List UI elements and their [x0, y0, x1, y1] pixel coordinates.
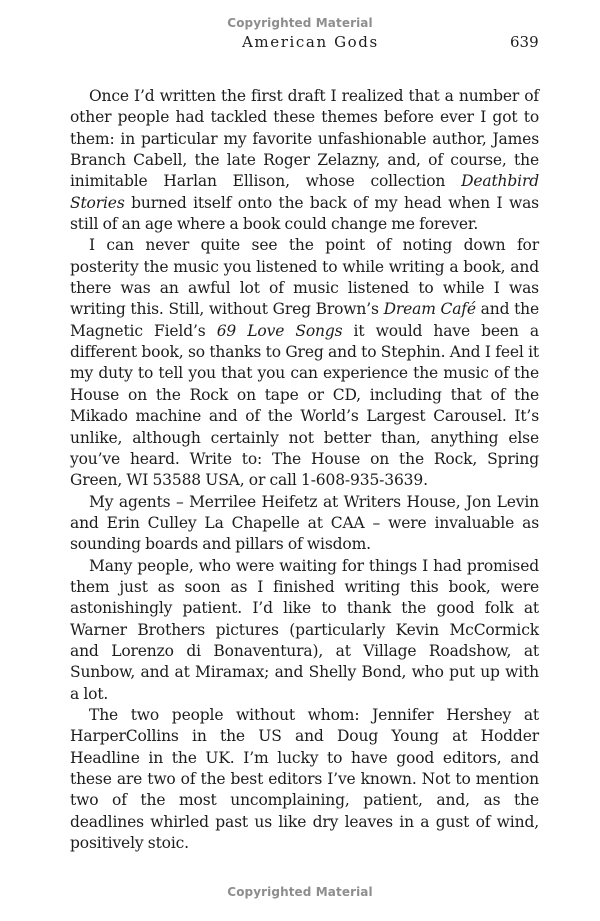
running-head: American Gods — [242, 33, 379, 51]
paragraph-1-text-end: burned itself onto the back of my head when I was still of an age where a book could change me forever. — [70, 193, 539, 234]
paragraph-1-text: Once I’d written the first draft I realized that a number of other people had tackled these themes before ever I got to them: in particular my favorite unfashionable author, James Branch Cabell, the late Roger Zelazny, and, of course, the inimitable Harlan Ellison, whose collection — [70, 87, 539, 191]
page-number: 639 — [510, 33, 539, 51]
paragraph-2-text-mid: and the Magnetic Field’s — [70, 300, 540, 340]
paragraph-3-text: My agents – Merrilee Heifetz at Writers House, Jon Levin and Erin Culley La Chapelle at CAA – were invaluable as sounding boards and pillars of wisdom. — [70, 492, 539, 554]
paragraph-4 — [70, 556, 539, 705]
paragraph-1 — [70, 86, 539, 235]
album-title-dream-cafe: Dream Café — [383, 300, 476, 319]
paragraph-5 — [70, 705, 539, 854]
paragraph-2-text-end: it would have been a different book, so thanks to Greg and to Stephin. And I feel it my duty to tell you that you can experience the music of the House on the Rock on tape or CD, including that of the Mikado machine and of the World’s Largest Carousel. It’s unlike, although certainly not better than, anything else you’ve heard. Write to: The House on the Rock, Spring Green, WI 53588 USA, or call 1-608-935-3639. — [70, 321, 539, 490]
paragraph-4-text: Many people, who were waiting for things I had promised them just as soon as I finished writing this book, were astonishingly patient. I’d like to thank the good folk at Warner Brothers pictures (particularly Kevin McCormick and Lorenzo di Bonaventura), at Village Roadshow, at Sunbow, and at Miramax; and Shelly Bond, who put up with a lot. — [70, 556, 539, 703]
book-title-deathbird-stories: Deathbird Stories — [70, 172, 539, 212]
paragraph-3 — [70, 492, 539, 556]
paragraph-2-text: I can never quite see the point of noting down for posterity the music you listened to while writing a book, and there was an awful lot of music listened to while I was writing this. Still, without Greg Brown’s — [70, 236, 539, 319]
paragraph-2 — [70, 235, 539, 491]
copyright-watermark-bottom: Copyrighted Material — [227, 885, 373, 899]
body-text — [70, 86, 539, 854]
copyright-watermark-top: Copyrighted Material — [227, 16, 373, 30]
album-title-69-love-songs: 69 Love Songs — [216, 321, 343, 340]
paragraph-5-text: The two people without whom: Jennifer Hershey at HarperCollins in the US and Doug Young at Hodder Headline in the UK. I’m lucky to have good editors, and these are two of the best editors I’ve known. Not to mention two of the most uncomplaining, patient, and, as the deadlines whirled past us like dry leaves in a gust of wind, positively stoic. — [70, 705, 539, 853]
